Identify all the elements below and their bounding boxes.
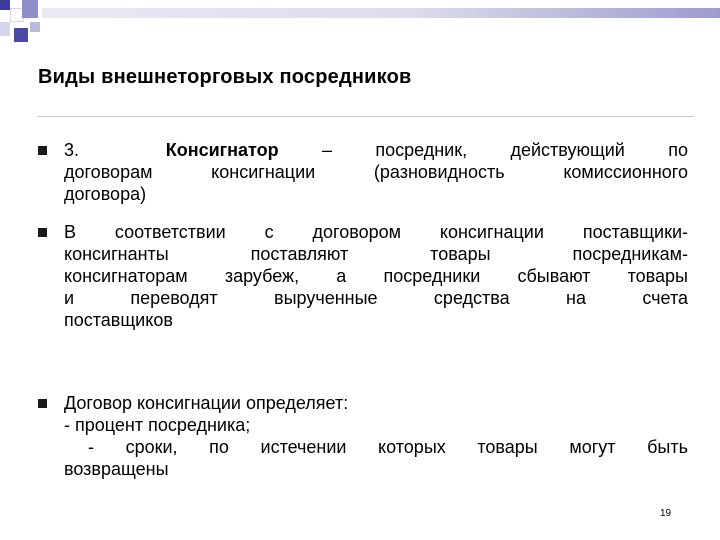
decor-square	[14, 28, 28, 42]
title-divider	[38, 116, 694, 117]
bullet-item	[38, 221, 688, 331]
bullet-line: и переводят вырученные средства на счета	[64, 288, 688, 308]
bullet-line: возвращены	[64, 459, 169, 479]
bullet-line	[64, 139, 688, 161]
decor-square	[22, 0, 38, 18]
square-bullet-icon	[38, 228, 47, 237]
bullet-line: консигнаторам зарубеж, а посредники сбывают товары	[64, 266, 688, 286]
bullet-number: 3.	[64, 140, 80, 160]
bullet-item	[38, 139, 688, 205]
square-bullet-icon	[38, 399, 47, 408]
slide-title: Виды внешнеторговых посредников	[38, 66, 412, 88]
bullet-term: Консигнатор	[165, 140, 279, 160]
page-number: 19	[660, 508, 672, 519]
bullet-text	[64, 139, 688, 205]
header-band	[42, 8, 720, 18]
bullet-line: - сроки, по истечении которых товары могут быть	[88, 437, 688, 457]
decor-square	[0, 0, 10, 10]
bullet-text	[64, 392, 688, 480]
decor-square	[30, 22, 40, 32]
square-bullet-icon	[38, 146, 47, 155]
decor-square	[0, 22, 10, 36]
bullet-line: В соответствии с договором консигнации поставщики-	[64, 222, 688, 242]
bullet-line: Договор консигнации определяет:	[64, 393, 349, 413]
bullet-item	[38, 392, 688, 480]
bullet-text	[64, 221, 688, 331]
bullet-line: договора)	[64, 184, 147, 204]
bullet-line: поставщиков	[64, 310, 173, 330]
bullet-line: консигнанты поставляют товары посредникам-	[64, 244, 688, 264]
bullet-line: договорам консигнации (разновидность комиссионного	[64, 162, 688, 182]
bullet-line: - процент посредника;	[64, 415, 251, 435]
bullet-line-text: – посредник, действующий по	[321, 140, 688, 160]
